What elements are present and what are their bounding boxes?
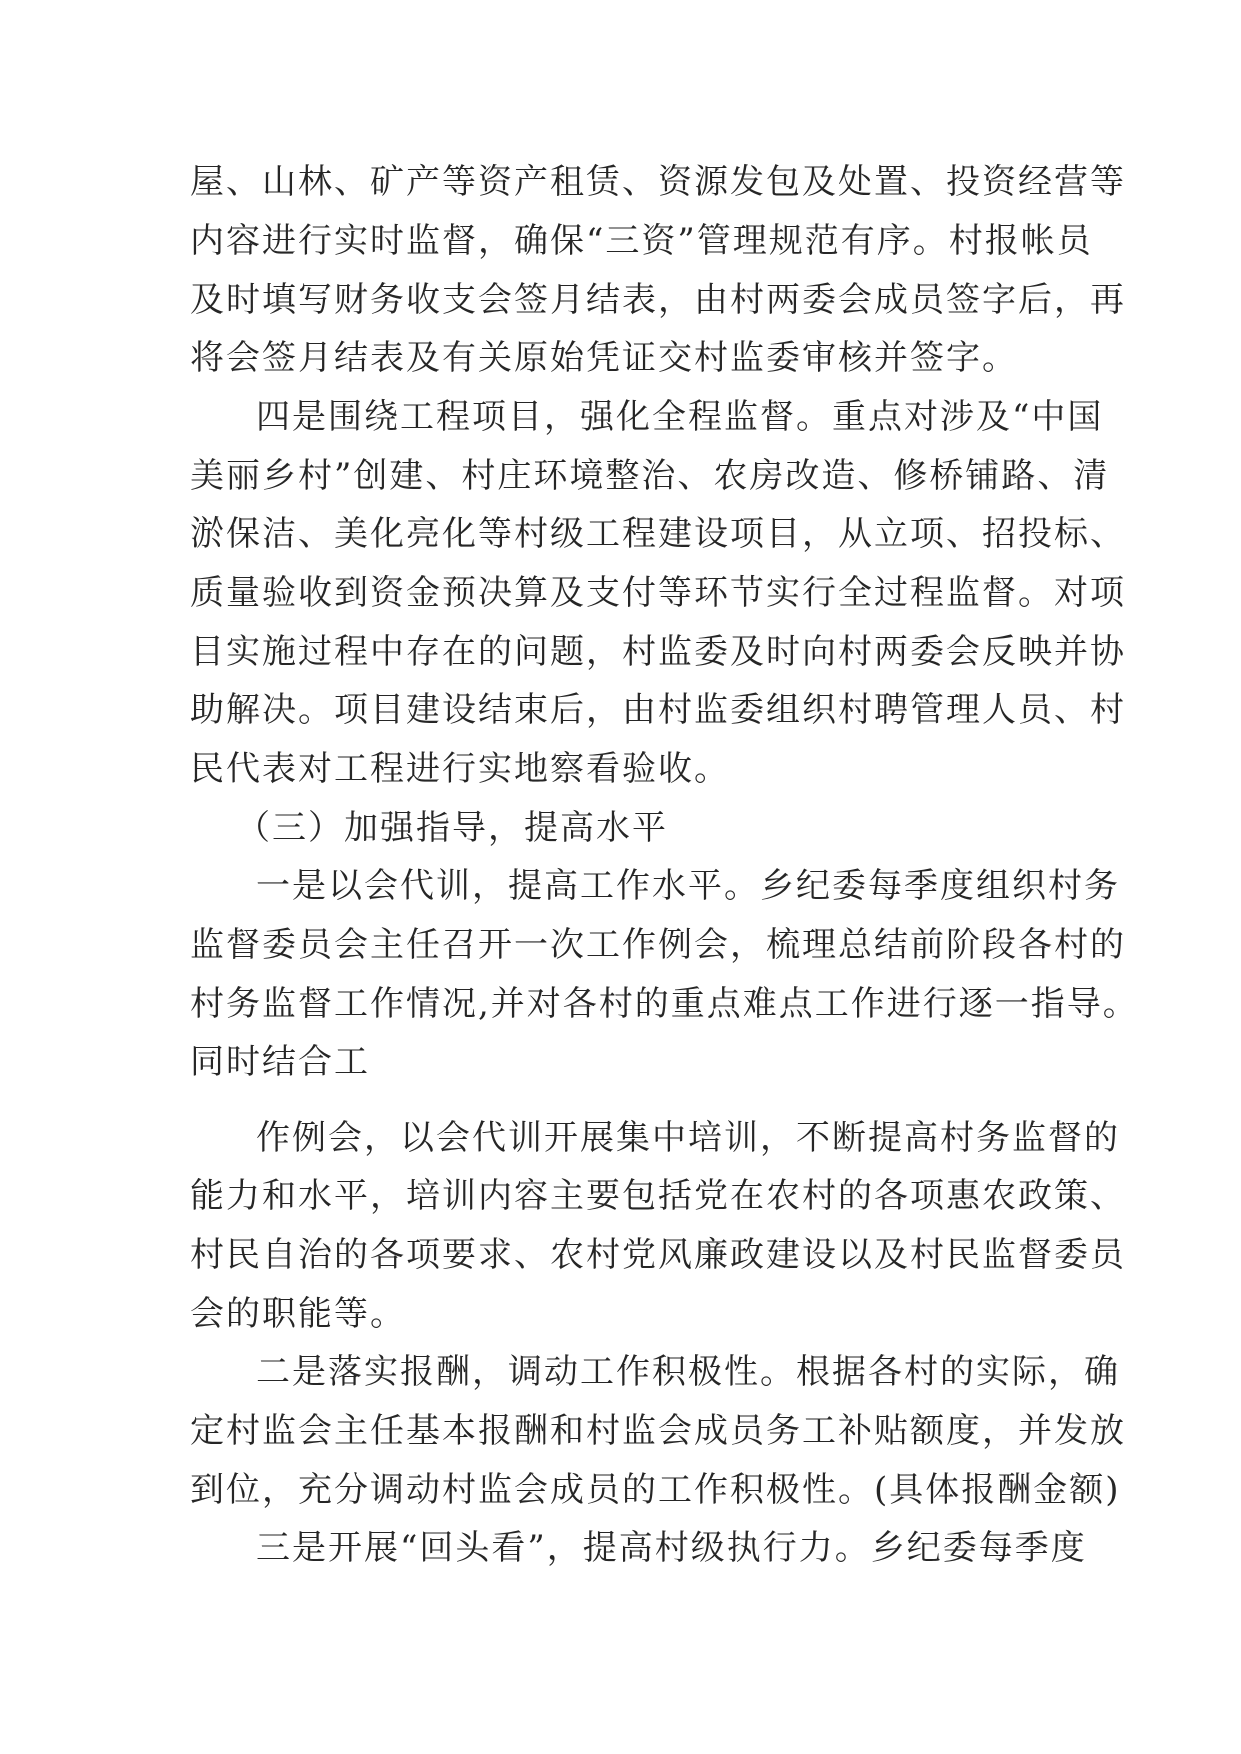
text-line: 屋、山林、矿产等资产租赁、资源发包及处置、投资经营等 bbox=[190, 162, 1126, 202]
text-line: 会的职能等。 bbox=[190, 1294, 406, 1334]
text-line: 助解决。项目建设结束后，由村监委组织村聘管理人员、村 bbox=[190, 690, 1126, 730]
text-line: 到位，充分调动村监会成员的工作积极性。(具体报酬金额) bbox=[190, 1470, 1121, 1510]
paragraph-first-line: 二是落实报酬，调动工作积极性。根据各村的实际，确 bbox=[256, 1352, 1120, 1392]
paragraph-first-line: 四是围绕工程项目，强化全程监督。重点对涉及“中国 bbox=[256, 397, 1104, 437]
text-line: 将会签月结表及有关原始凭证交村监委审核并签字。 bbox=[190, 338, 1018, 378]
text-line: 美丽乡村”创建、村庄环境整治、农房改造、修桥铺路、清 bbox=[190, 456, 1110, 496]
text-line: 村务监督工作情况,并对各村的重点难点工作进行逐一指导。 bbox=[190, 984, 1139, 1024]
text-line: 质量验收到资金预决算及支付等环节实行全过程监督。对项 bbox=[190, 573, 1126, 613]
text-line: 及时填写财务收支会签月结表，由村两委会成员签字后，再 bbox=[190, 280, 1126, 320]
text-line: 监督委员会主任召开一次工作例会，梳理总结前阶段各村的 bbox=[190, 925, 1126, 965]
paragraph-first-line: 一是以会代训，提高工作水平。乡纪委每季度组织村务 bbox=[256, 866, 1120, 906]
text-line: 民代表对工程进行实地察看验收。 bbox=[190, 749, 730, 789]
text-line: 能力和水平，培训内容主要包括党在农村的各项惠农政策、 bbox=[190, 1176, 1126, 1216]
text-line: 定村监会主任基本报酬和村监会成员务工补贴额度，并发放 bbox=[190, 1411, 1126, 1451]
text-line: 村民自治的各项要求、农村党风廉政建设以及村民监督委员 bbox=[190, 1235, 1126, 1275]
text-line: 内容进行实时监督，确保“三资”管理规范有序。村报帐员 bbox=[190, 221, 1093, 261]
text-line: 目实施过程中存在的问题，村监委及时向村两委会反映并协 bbox=[190, 632, 1126, 672]
text-line: 淤保洁、美化亮化等村级工程建设项目，从立项、招投标、 bbox=[190, 514, 1126, 554]
section-heading: （三）加强指导，提高水平 bbox=[236, 808, 668, 848]
text-line: 同时结合工 bbox=[190, 1042, 370, 1082]
paragraph-first-line: 作例会，以会代训开展集中培训，不断提高村务监督的 bbox=[256, 1118, 1120, 1158]
paragraph-first-line: 三是开展“回头看”，提高村级执行力。乡纪委每季度 bbox=[256, 1528, 1087, 1568]
